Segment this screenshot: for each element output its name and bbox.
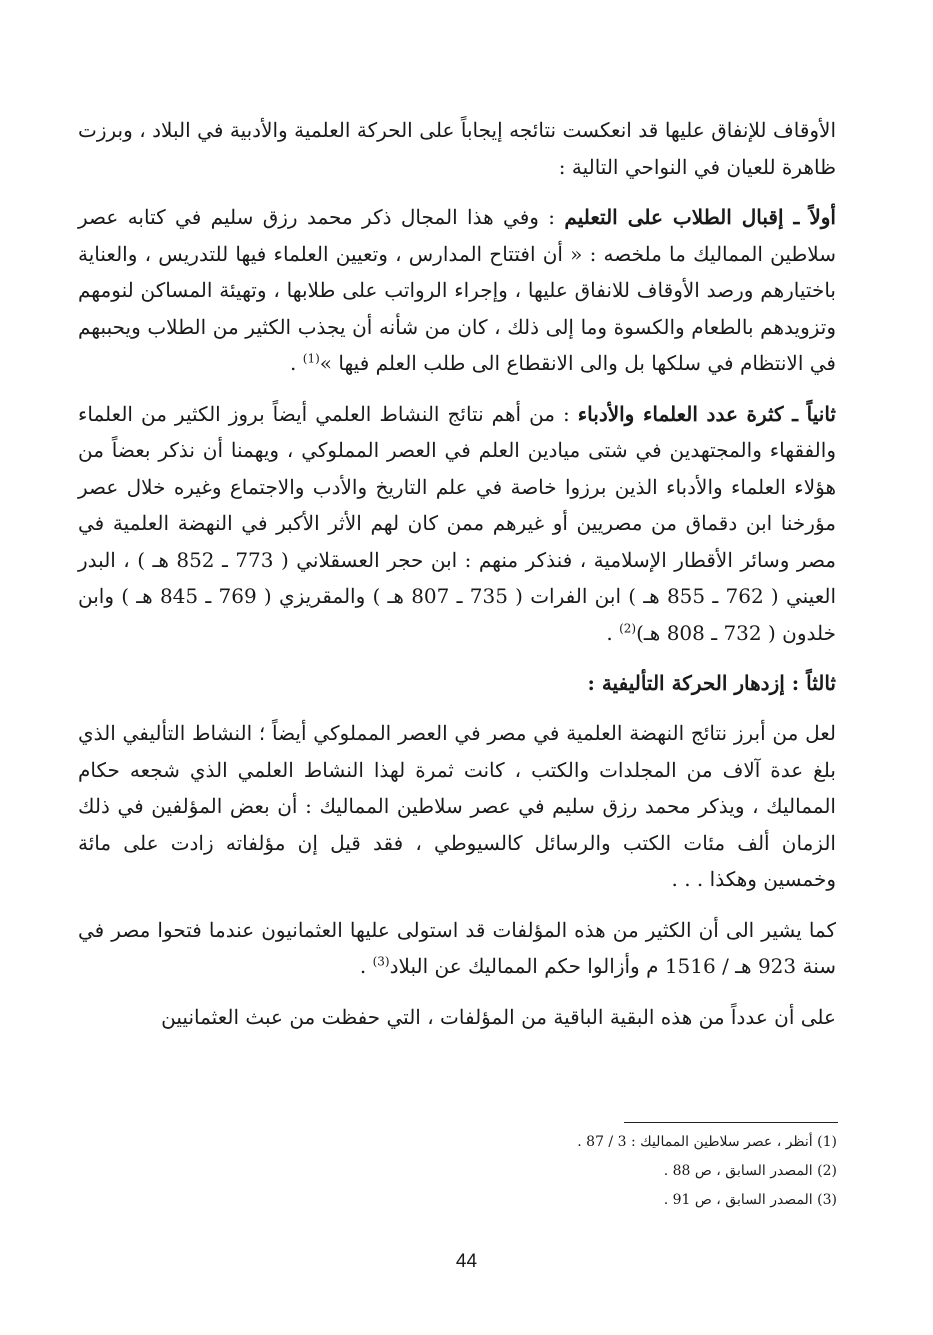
fourth-text: كما يشير الى أن الكثير من هذه المؤلفات قد استولى عليها العثمانيون عندما فتحوا مصر في سنة 923 هـ / 1516 م وأزالوا حكم المماليك عن البلاد	[78, 917, 836, 978]
second-end: .	[606, 620, 620, 645]
footnote-3: (3) المصدر السابق ، ص 91 .	[663, 1192, 837, 1208]
footnotes	[337, 1128, 837, 1215]
footnote-ref-3: (3)	[372, 954, 390, 969]
third-heading: ثالثاً : إزدهار الحركة التأليفية :	[587, 671, 836, 695]
paragraph-first	[78, 199, 836, 382]
footnote-ref-1: (1)	[302, 351, 320, 366]
fourth-end: .	[359, 954, 373, 978]
page-body	[78, 112, 836, 1049]
footnote-divider	[624, 1122, 838, 1123]
paragraph-third: لعل من أبرز نتائج النهضة العلمية في مصر في العصر المملوكي أيضاً ؛ النشاط التأليفي الذي بلغ عدة آلاف من المجلدات والكتب ، كانت ثمرة لهذا النشاط العلمي الذي شجعه حكام المماليك ، ويذكر محمد رزق سليم في عصر سلاطين المماليك : أن بعض المؤلفين في ذلك الزمان ألف مئات الكتب والرسائل كالسيوطي ، فقد قيل إن مؤلفاته زادت على مائة وخمسين وهكذا . . .	[78, 721, 836, 891]
paragraph-second	[78, 396, 836, 652]
first-heading: أولاً ـ إقبال الطلاب على التعليم	[564, 205, 836, 229]
paragraph-fourth	[78, 912, 836, 985]
footnote-ref-2: (2)	[619, 620, 637, 635]
first-text: : وفي هذا المجال ذكر محمد رزق سليم في كتابه عصر سلاطين المماليك ما ملخصه : « أن افتتاح المدارس ، وتعيين العلماء فيها للتدريس ، والعناية باختيارهم ورصد الأوقاف للانفاق عليها ، وإجراء الرواتب على طلابها ، وتهيئة المساكن لنومهم وتزويدهم بالطعام والكسوة وما إلى ذلك ، كان من شأنه أن يجذب الكثير من الطلاب ويحببهم في الانتظام في سلكها بل والى الانقطاع الى طلب العلم فيها »	[78, 205, 836, 375]
page-number: 44	[455, 1251, 478, 1272]
paragraph-fifth: على أن عدداً من هذه البقية الباقية من المؤلفات ، التي حفظت من عبث العثمانيين	[161, 1004, 836, 1029]
footnote-1: (1) أنظر ، عصر سلاطين المماليك : 3 / 87 .	[577, 1134, 837, 1150]
first-end: .	[290, 351, 303, 375]
footnote-2: (2) المصدر السابق ، ص 88 .	[663, 1163, 837, 1179]
second-heading: ثانياً ـ كثرة عدد العلماء والأدباء	[577, 401, 836, 426]
second-text: : من أهم نتائج النشاط العلمي أيضاً بروز الكثير من العلماء والفقهاء والمجتهدين في شتى ميادين العلم في العصر المملوكي ، ويهمنا أن نذكر بعضاً من هؤلاء العلماء والأدباء الذين برزوا خاصة في علم التاريخ والأدب والاجتماع وغيره خلال عصر مؤرخنا ابن دقماق من مصريين أو غيرهم ممن كان لهم الأثر الأكبر في النهضة العلمية في مصر وسائر الأقطار الإسلامية ، فنذكر منهم : ابن حجر العسقلاني ( 773 ـ 852 هـ ) ، البدر العيني ( 762 ـ 855 هـ ) ابن الفرات ( 735 ـ 807 هـ ) والمقريزي ( 769 ـ 845 هـ ) وابن خلدون ( 732 ـ 808 هـ)	[78, 401, 837, 645]
intro-paragraph: الأوقاف للإنفاق عليها قد انعكست نتائجه إيجاباً على الحركة العلمية والأدبية في البلاد ، وبرزت ظاهرة للعيان في النواحي التالية :	[78, 118, 836, 179]
